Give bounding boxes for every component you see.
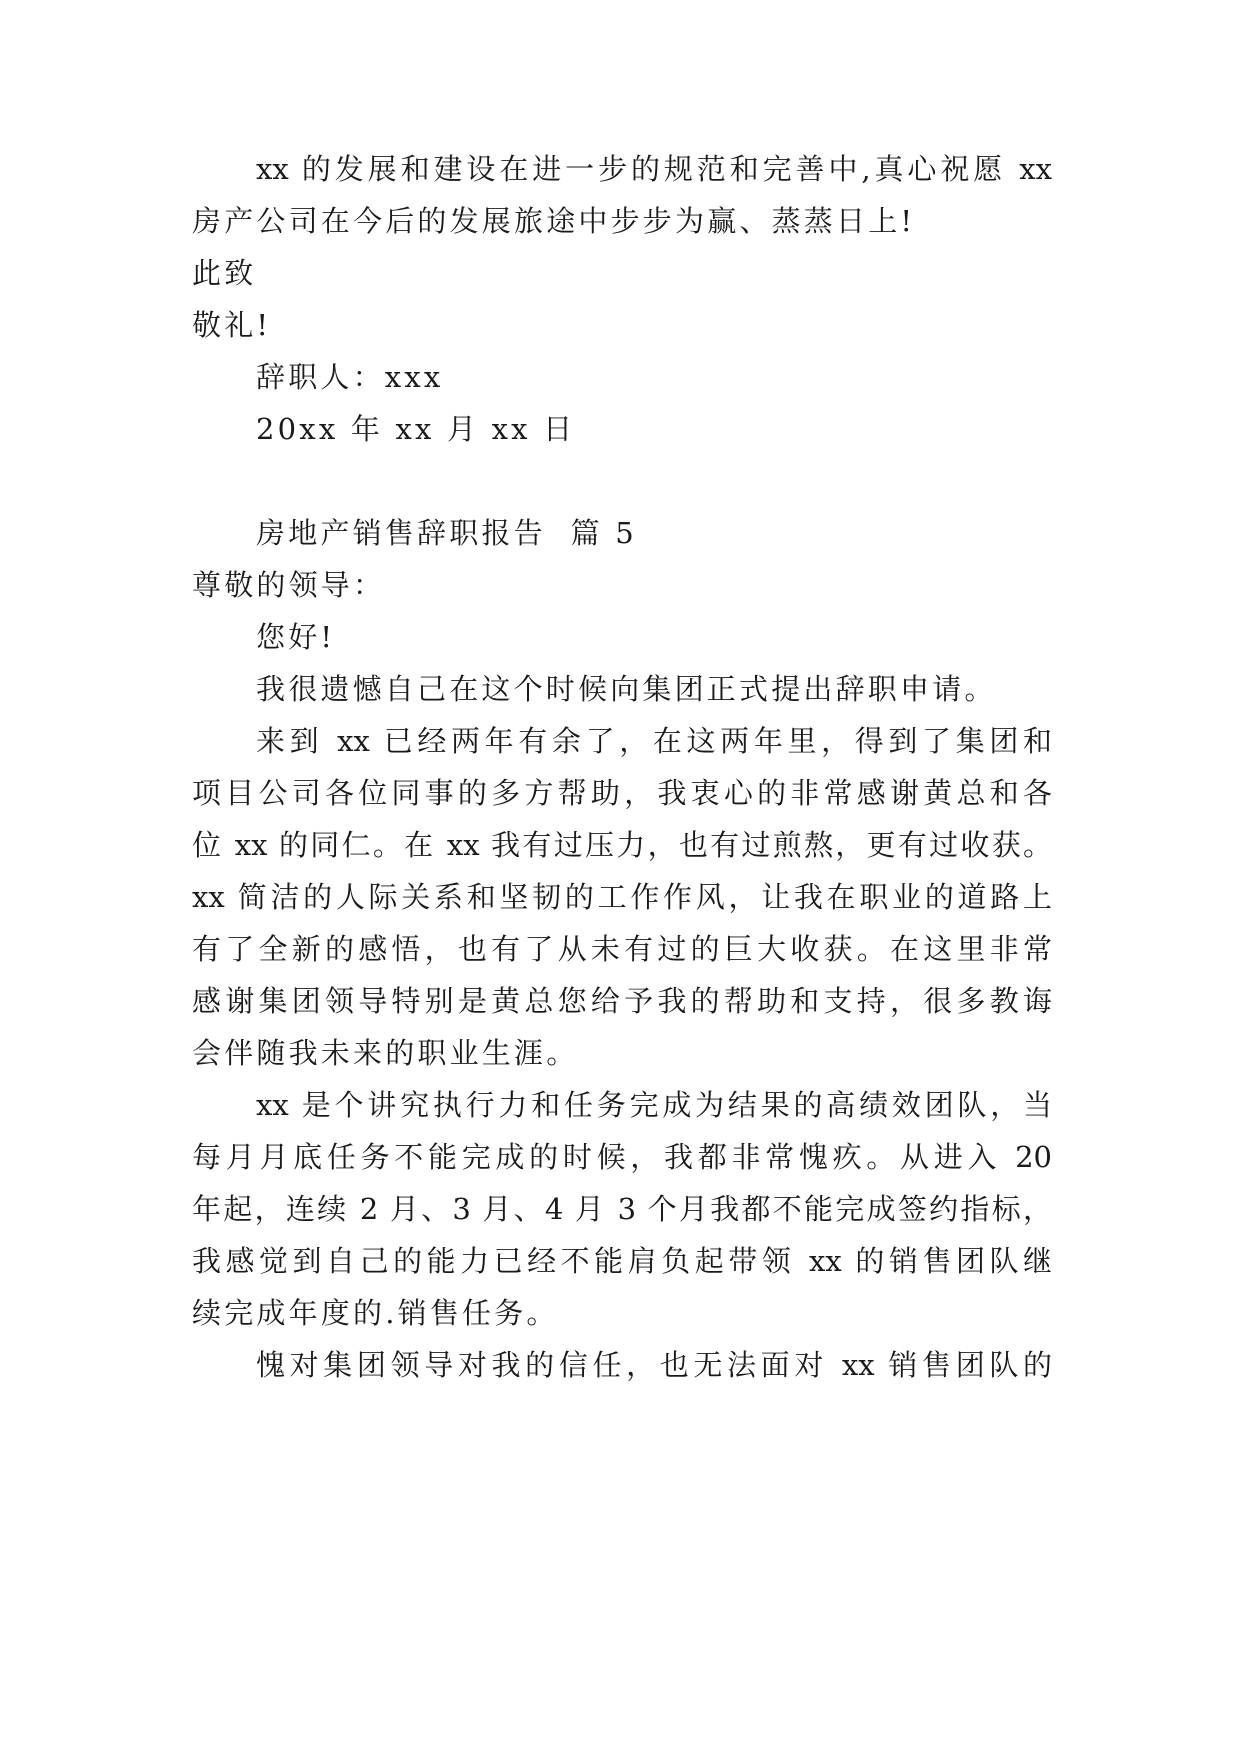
closing-line: 此致 (192, 256, 257, 290)
date: 20xx 年 xx 月 xx 日 (256, 412, 576, 446)
paragraph-line: 来到 xx 已经两年有余了，在这两年里，得到了集团和 (256, 724, 1052, 758)
paragraph-line: 续完成年度的.销售任务。 (192, 1296, 559, 1330)
paragraph-line: xx 简洁的人际关系和坚韧的工作作风，让我在职业的道路上 (192, 880, 1052, 914)
paragraph-line: 感谢集团领导特别是黄总您给予我的帮助和支持，很多教诲 (192, 984, 1052, 1018)
paragraph-line: 位 xx 的同仁。在 xx 我有过压力，也有过煎熬，更有过收获。 (192, 828, 1052, 862)
paragraph-line: 每月月底任务不能完成的时候，我都非常愧疚。从进入 20 (192, 1140, 1052, 1174)
paragraph-line: 愧对集团领导对我的信任，也无法面对 xx 销售团队的 (256, 1348, 1052, 1382)
paragraph-line: 有了全新的感悟，也有了从未有过的巨大收获。在这里非常 (192, 932, 1052, 966)
greeting: 您好! (256, 620, 336, 654)
paragraph-line: xx 的发展和建设在进一步的规范和完善中,真心祝愿 xx (256, 152, 1052, 186)
salutation: 尊敬的领导： (192, 568, 386, 602)
paragraph-line: 会伴随我未来的职业生涯。 (192, 1036, 579, 1070)
paragraph-line: xx 是个讲究执行力和任务完成为结果的高绩效团队，当 (256, 1088, 1052, 1122)
paragraph-line: 项目公司各位同事的多方帮助，我衷心的非常感谢黄总和各 (192, 776, 1052, 810)
paragraph-line: 房产公司在今后的发展旅途中步步为赢、蒸蒸日上! (192, 204, 916, 238)
paragraph-line: 我感觉到自己的能力已经不能肩负起带领 xx 的销售团队继 (192, 1244, 1052, 1278)
document-page (192, 0, 1052, 1754)
paragraph-line: 年起，连续 2 月、3 月、4 月 3 个月我都不能完成签约指标， (192, 1192, 1052, 1226)
signer: 辞职人：xxx (256, 360, 444, 394)
closing-line: 敬礼! (192, 308, 272, 342)
paragraph-line: 我很遗憾自己在这个时候向集团正式提出辞职申请。 (256, 672, 997, 706)
section-title: 房地产销售辞职报告 篇 5 (256, 516, 637, 550)
